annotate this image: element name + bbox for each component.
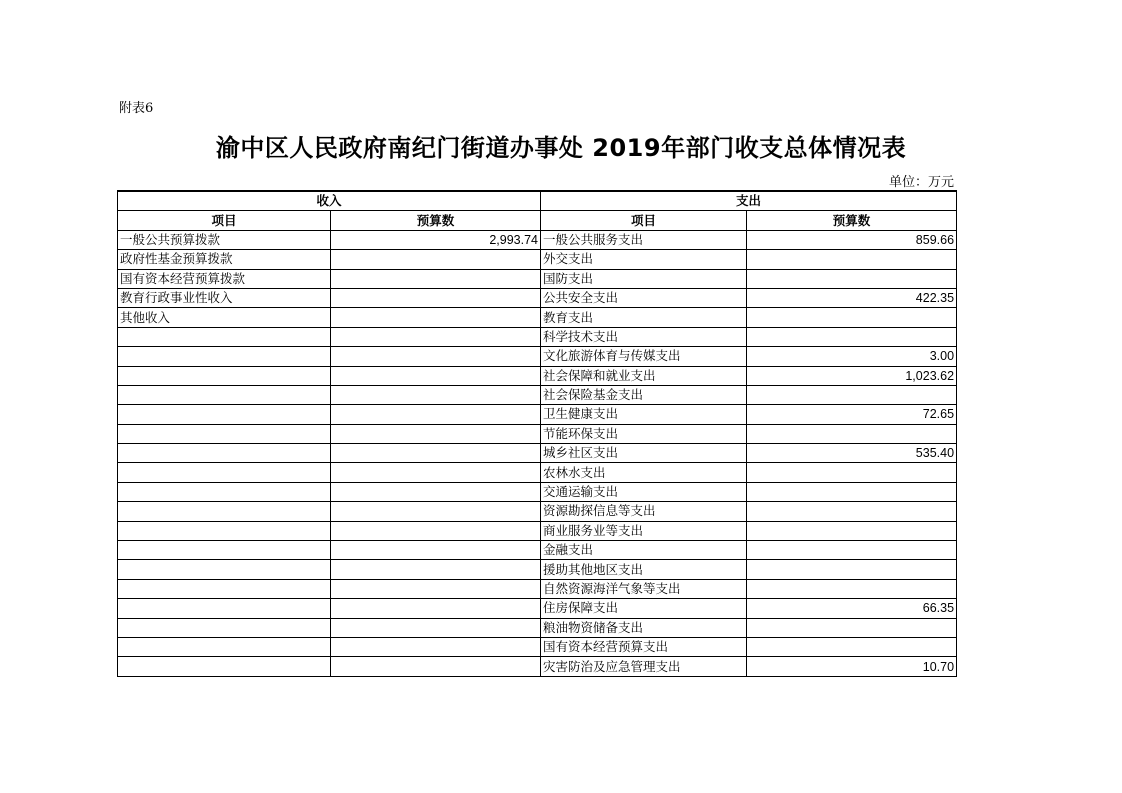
expense-amount-cell: 535.40: [747, 444, 957, 463]
expense-budget-header: 预算数: [747, 211, 957, 230]
expense-header: 支出: [541, 191, 957, 211]
income-item-cell: [118, 444, 331, 463]
income-item-cell: [118, 405, 331, 424]
table-row: [118, 327, 957, 346]
expense-item-cell: 国防支出: [541, 269, 747, 288]
expense-amount-cell: [747, 269, 957, 288]
expense-item-cell: 城乡社区支出: [541, 444, 747, 463]
income-item-cell: [118, 618, 331, 637]
expense-amount-cell: [747, 424, 957, 443]
income-item-cell: 一般公共预算拨款: [118, 230, 331, 249]
income-amount-cell: [331, 521, 541, 540]
income-amount-cell: [331, 250, 541, 269]
income-amount-cell: [331, 618, 541, 637]
income-budget-header: 预算数: [331, 211, 541, 230]
expense-amount-cell: 3.00: [747, 347, 957, 366]
expense-item-cell: 国有资本经营预算支出: [541, 637, 747, 656]
expense-item-cell: 商业服务业等支出: [541, 521, 747, 540]
income-item-cell: [118, 366, 331, 385]
income-header: 收入: [118, 191, 541, 211]
income-item-cell: [118, 637, 331, 656]
expense-item-cell: 一般公共服务支出: [541, 230, 747, 249]
expense-item-cell: 自然资源海洋气象等支出: [541, 579, 747, 598]
expense-amount-cell: 1,023.62: [747, 366, 957, 385]
table-row: [118, 308, 957, 327]
income-amount-cell: [331, 308, 541, 327]
income-amount-cell: [331, 444, 541, 463]
income-amount-cell: [331, 366, 541, 385]
expense-amount-cell: 422.35: [747, 288, 957, 307]
income-amount-cell: [331, 579, 541, 598]
income-item-header: 项目: [118, 211, 331, 230]
expense-item-cell: 卫生健康支出: [541, 405, 747, 424]
table-row: [118, 521, 957, 540]
income-amount-cell: [331, 657, 541, 676]
income-item-cell: 其他收入: [118, 308, 331, 327]
income-item-cell: [118, 502, 331, 521]
table-row: [118, 288, 957, 307]
expense-amount-cell: [747, 521, 957, 540]
income-amount-cell: [331, 347, 541, 366]
expense-amount-cell: [747, 502, 957, 521]
expense-item-cell: 住房保障支出: [541, 599, 747, 618]
income-amount-cell: [331, 502, 541, 521]
expense-item-cell: 农林水支出: [541, 463, 747, 482]
column-header-row: [118, 211, 957, 230]
expense-amount-cell: 72.65: [747, 405, 957, 424]
table-row: [118, 405, 957, 424]
expense-amount-cell: [747, 618, 957, 637]
table-row: [118, 482, 957, 501]
expense-amount-cell: [747, 250, 957, 269]
income-item-cell: [118, 560, 331, 579]
income-item-cell: [118, 424, 331, 443]
section-header-row: [118, 191, 957, 211]
table-row: [118, 444, 957, 463]
expense-item-cell: 粮油物资储备支出: [541, 618, 747, 637]
expense-item-cell: 外交支出: [541, 250, 747, 269]
expense-item-cell: 灾害防治及应急管理支出: [541, 657, 747, 676]
income-item-cell: [118, 327, 331, 346]
table-row: [118, 541, 957, 560]
table-row: [118, 347, 957, 366]
income-amount-cell: [331, 269, 541, 288]
expense-amount-cell: [747, 385, 957, 404]
table-row: [118, 269, 957, 288]
table-row: [118, 424, 957, 443]
expense-amount-cell: [747, 637, 957, 656]
income-amount-cell: 2,993.74: [331, 230, 541, 249]
expense-amount-cell: [747, 560, 957, 579]
expense-amount-cell: 10.70: [747, 657, 957, 676]
income-item-cell: 教育行政事业性收入: [118, 288, 331, 307]
expense-item-cell: 社会保险基金支出: [541, 385, 747, 404]
income-item-cell: 国有资本经营预算拨款: [118, 269, 331, 288]
income-item-cell: [118, 579, 331, 598]
table-row: [118, 463, 957, 482]
income-item-cell: [118, 385, 331, 404]
table-row: [118, 657, 957, 676]
expense-item-cell: 资源勘探信息等支出: [541, 502, 747, 521]
table-row: [118, 250, 957, 269]
income-amount-cell: [331, 599, 541, 618]
income-amount-cell: [331, 541, 541, 560]
expense-amount-cell: [747, 463, 957, 482]
income-item-cell: [118, 347, 331, 366]
expense-amount-cell: 66.35: [747, 599, 957, 618]
expense-item-cell: 交通运输支出: [541, 482, 747, 501]
income-item-cell: [118, 482, 331, 501]
income-amount-cell: [331, 560, 541, 579]
table-row: [118, 579, 957, 598]
expense-item-cell: 文化旅游体育与传媒支出: [541, 347, 747, 366]
expense-item-cell: 社会保障和就业支出: [541, 366, 747, 385]
income-item-cell: [118, 541, 331, 560]
expense-item-cell: 教育支出: [541, 308, 747, 327]
table-row: [118, 502, 957, 521]
page-title: [0, 128, 1122, 163]
income-item-cell: [118, 521, 331, 540]
expense-item-cell: 节能环保支出: [541, 424, 747, 443]
income-amount-cell: [331, 385, 541, 404]
income-item-cell: [118, 463, 331, 482]
income-item-cell: 政府性基金预算拨款: [118, 250, 331, 269]
table-row: [118, 599, 957, 618]
table-row: [118, 366, 957, 385]
table-row: [118, 560, 957, 579]
expense-amount-cell: [747, 308, 957, 327]
expense-item-cell: 科学技术支出: [541, 327, 747, 346]
table-row: [118, 618, 957, 637]
income-item-cell: [118, 599, 331, 618]
income-amount-cell: [331, 482, 541, 501]
table-row: [118, 385, 957, 404]
income-amount-cell: [331, 463, 541, 482]
expense-item-cell: 金融支出: [541, 541, 747, 560]
income-item-cell: [118, 657, 331, 676]
table-row: [118, 230, 957, 249]
expense-item-header: 项目: [541, 211, 747, 230]
expense-amount-cell: [747, 327, 957, 346]
expense-item-cell: 公共安全支出: [541, 288, 747, 307]
income-amount-cell: [331, 327, 541, 346]
expense-amount-cell: [747, 541, 957, 560]
page-title-text: 渝中区人民政府南纪门街道办事处 2019年部门收支总体情况表: [215, 134, 907, 162]
expense-amount-cell: [747, 579, 957, 598]
annex-label: 附表6: [119, 101, 154, 116]
table-row: [118, 637, 957, 656]
expense-amount-cell: [747, 482, 957, 501]
income-amount-cell: [331, 424, 541, 443]
income-amount-cell: [331, 288, 541, 307]
income-amount-cell: [331, 405, 541, 424]
income-amount-cell: [331, 637, 541, 656]
income-expense-table: [117, 190, 957, 677]
unit-label: 单位：万元: [888, 175, 954, 190]
expense-item-cell: 援助其他地区支出: [541, 560, 747, 579]
expense-amount-cell: 859.66: [747, 230, 957, 249]
